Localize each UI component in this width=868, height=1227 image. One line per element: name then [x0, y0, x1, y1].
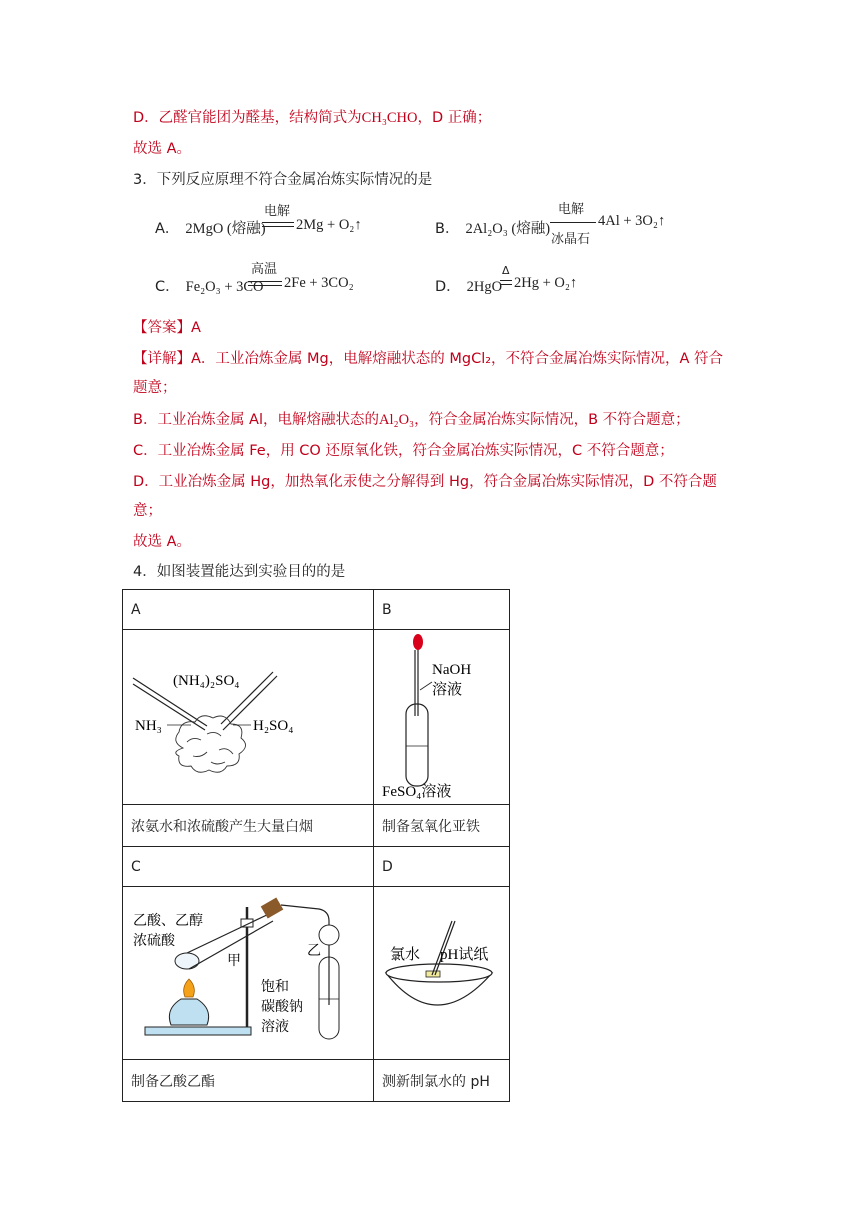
q3-option-c-equals — [248, 281, 282, 286]
q3-option-c-products: 2Fe + 3CO₂ — [284, 275, 354, 291]
cell-d-caption: 测新制氯水的 pH — [374, 1060, 510, 1102]
q3-option-d-equals — [500, 280, 512, 285]
stand-base — [145, 1027, 251, 1035]
label-naoh-solution: 溶液 — [432, 682, 463, 698]
label-feso4: FeSO₄溶液 — [382, 784, 452, 800]
dropper-bulb-icon — [413, 634, 423, 650]
cell-a-caption: 浓氨水和浓硫酸产生大量白烟 — [123, 805, 374, 847]
q4-stem: 4．如图装置能达到实验目的的是 — [133, 564, 346, 580]
tube-jia — [175, 953, 199, 969]
label-nh3: NH₃ — [135, 718, 162, 734]
q3-option-a: A． 2MgO (熔融) — [155, 221, 266, 237]
q3-option-b-condition-top: 电解 — [558, 202, 585, 217]
ethyl-acetate-apparatus — [123, 887, 373, 1055]
q3-detail-a: 【详解】A．工业冶炼金属 Mg，电解熔融状态的 MgCl₂，不符合金属冶炼实际情况，A 符合 — [133, 351, 724, 367]
white-smoke — [176, 716, 246, 773]
label-solution: 溶液 — [261, 1020, 289, 1035]
q3-option-a-products: 2Mg + O₂↑ — [296, 217, 362, 233]
cell-d-figure — [374, 887, 510, 1060]
cell-c-figure — [123, 887, 374, 1060]
cell-a-letter: A — [123, 590, 374, 630]
bulb-icon — [319, 925, 339, 945]
cell-b-letter: B — [374, 590, 510, 630]
q3-option-b-products: 4Al + 3O₂↑ — [598, 213, 666, 229]
label-yi: 乙 — [307, 944, 321, 959]
q4-options-table — [122, 589, 510, 1102]
q3-stem: 3．下列反应原理不符合金属冶炼实际情况的是 — [133, 172, 433, 188]
cell-d-letter: D — [374, 847, 510, 887]
label-reagents: 乙酸、乙醇 — [133, 914, 203, 929]
label-h2so4: H₂SO₄ — [253, 718, 294, 734]
ammonia-sulfuric-diagram — [123, 630, 373, 800]
ferrous-hydroxide-diagram — [374, 630, 509, 800]
q3-option-d-condition: Δ — [502, 264, 510, 277]
q3-answer: 【答案】A — [133, 320, 201, 336]
cell-b-figure — [374, 630, 510, 805]
q3-conclusion: 故选 A。 — [133, 534, 192, 550]
q3-detail-d-cont: 意； — [133, 503, 162, 519]
ph-test-diagram — [374, 887, 509, 1055]
alcohol-lamp — [169, 999, 208, 1025]
cell-c-letter: C — [123, 847, 374, 887]
label-h2so4-conc: 浓硫酸 — [133, 934, 175, 949]
q3-detail-c: C．工业冶炼金属 Fe，用 CO 还原氧化铁，符合金属冶炼实际情况，C 不符合题意； — [133, 443, 674, 459]
label-saturated: 饱和 — [261, 980, 289, 995]
prev-answer-d: D．乙醛官能团为醛基，结构简式为CH₃CHO，D 正确； — [133, 110, 492, 126]
label-jia: 甲 — [227, 954, 241, 969]
q3-detail-d: D．工业冶炼金属 Hg，加热氧化汞使之分解得到 Hg，符合金属冶炼实际情况，D 不符合题 — [133, 474, 717, 490]
q3-option-b-arrow — [550, 222, 596, 223]
label-ph-paper: pH试纸 — [440, 947, 489, 963]
q3-option-c-condition: 高温 — [251, 262, 278, 277]
label-naoh: NaOH — [432, 662, 472, 678]
test-tube — [406, 704, 428, 786]
cell-a-figure — [123, 630, 374, 805]
stopper — [261, 897, 284, 918]
q3-option-d-products: 2Hg + O₂↑ — [514, 275, 578, 291]
q3-detail-a-cont: 题意； — [133, 380, 177, 396]
q3-detail-b: B．工业冶炼金属 Al，电解熔融状态的Al₂O₃，符合金属冶炼实际情况，B 不符合题意； — [133, 412, 690, 428]
label-nh4-so4: (NH₄)₂SO₄ — [173, 673, 240, 689]
label-chlorine-water: 氯水 — [390, 947, 421, 963]
q3-option-b-condition-bottom: 冰晶石 — [551, 232, 591, 247]
q3-option-b: B． 2Al₂O₃ (熔融) — [435, 221, 551, 237]
label-sodium-carbonate: 碳酸钠 — [261, 1000, 303, 1015]
q3-option-c: C． Fe₂O₃ + 3CO — [155, 279, 264, 295]
cell-b-caption: 制备氢氧化亚铁 — [374, 805, 510, 847]
q3-option-a-equals — [262, 222, 294, 227]
q3-option-a-condition: 电解 — [264, 204, 291, 219]
prev-conclusion: 故选 A。 — [133, 141, 192, 157]
cell-c-caption: 制备乙酸乙酯 — [123, 1060, 374, 1102]
flame-icon — [184, 979, 195, 997]
q3-option-d: D． 2HgO — [435, 279, 503, 295]
